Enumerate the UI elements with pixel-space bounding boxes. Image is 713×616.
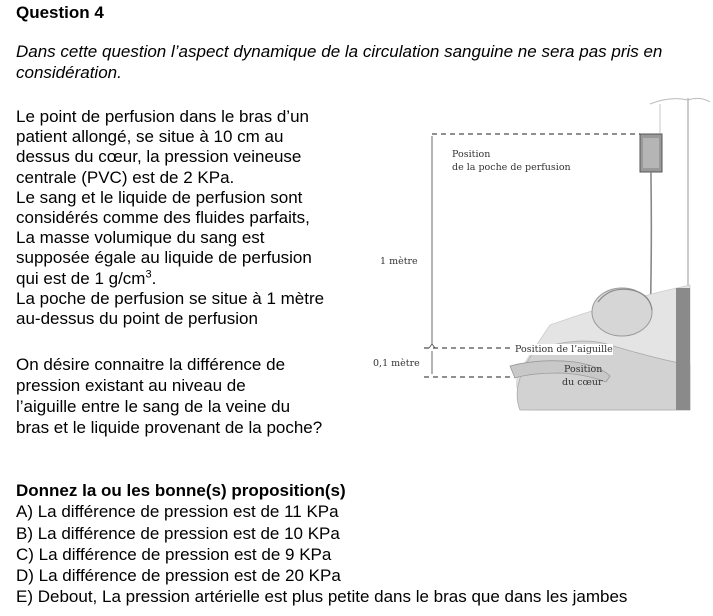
- bag-position-label-1: Position: [452, 149, 491, 160]
- bag-position-label-2: de la poche de perfusion: [452, 162, 571, 173]
- density-suffix: .: [151, 268, 157, 288]
- statement-line: Le point de perfusion dans le bras d’un: [16, 107, 309, 126]
- answer-section: [16, 480, 706, 608]
- prompt-line: pression existant au niveau de: [16, 376, 246, 395]
- option-c[interactable]: C) La différence de pression est de 9 KPa: [16, 544, 332, 564]
- density-exponent: 3: [145, 267, 152, 280]
- perfusion-diagram: [360, 90, 710, 420]
- statement-line: Le sang et le liquide de perfusion sont: [16, 187, 303, 207]
- statement-line: patient allongé, se situe à 10 cm au: [16, 127, 284, 147]
- question-title: Question 4: [16, 3, 104, 22]
- prompt-line: On désire connaitre la différence de: [16, 355, 286, 374]
- heart-position-label-1: Position: [564, 364, 603, 375]
- statement-line: centrale (PVC) est de 2 KPa.: [16, 167, 235, 187]
- statement-line: supposée égale au liquide de perfusion: [16, 248, 312, 268]
- statement-line: considérés comme des fluides parfaits,: [16, 208, 310, 228]
- prompt-line: bras et le liquide provenant de la poche?: [16, 418, 323, 437]
- one-metre-label: 1 mètre: [380, 256, 418, 267]
- density-text: qui est de 1 g/cm: [16, 268, 146, 288]
- option-e[interactable]: E) Debout, La pression artérielle est plus petite dans le bras que dans les jambes: [16, 587, 628, 607]
- question-prompt: [16, 354, 366, 438]
- statement-line: La poche de perfusion se situe à 1 mètre: [16, 288, 325, 308]
- needle-position-label: Position de l’aiguille: [515, 344, 613, 355]
- density-line: [16, 269, 366, 289]
- option-a[interactable]: A) La différence de pression est de 11 KPa: [16, 502, 339, 522]
- problem-statement: [16, 107, 366, 329]
- zero-one-metre-label: 0,1 mètre: [373, 358, 420, 369]
- statement-line: La masse volumique du sang est: [16, 228, 265, 248]
- heart-position-label-2: du cœur: [562, 377, 603, 388]
- option-b[interactable]: B) La différence de pression est de 10 KPa: [16, 523, 340, 543]
- prompt-line: l’aiguille entre le sang de la veine du: [16, 397, 291, 416]
- headboard: [676, 288, 690, 410]
- option-d[interactable]: D) La différence de pression est de 20 KPa: [16, 566, 341, 586]
- iv-stand-hook: [650, 98, 710, 104]
- perfusion-illustration: [360, 90, 710, 420]
- statement-line: au-dessus du point de perfusion: [16, 309, 258, 329]
- intro-text: Dans cette question l’aspect dynamique de la circulation sanguine ne sera pas pris en considération.: [16, 42, 663, 82]
- answers-heading: Donnez la ou les bonne(s) proposition(s): [16, 481, 346, 500]
- statement-line: dessus du cœur, la pression veineuse: [16, 147, 302, 167]
